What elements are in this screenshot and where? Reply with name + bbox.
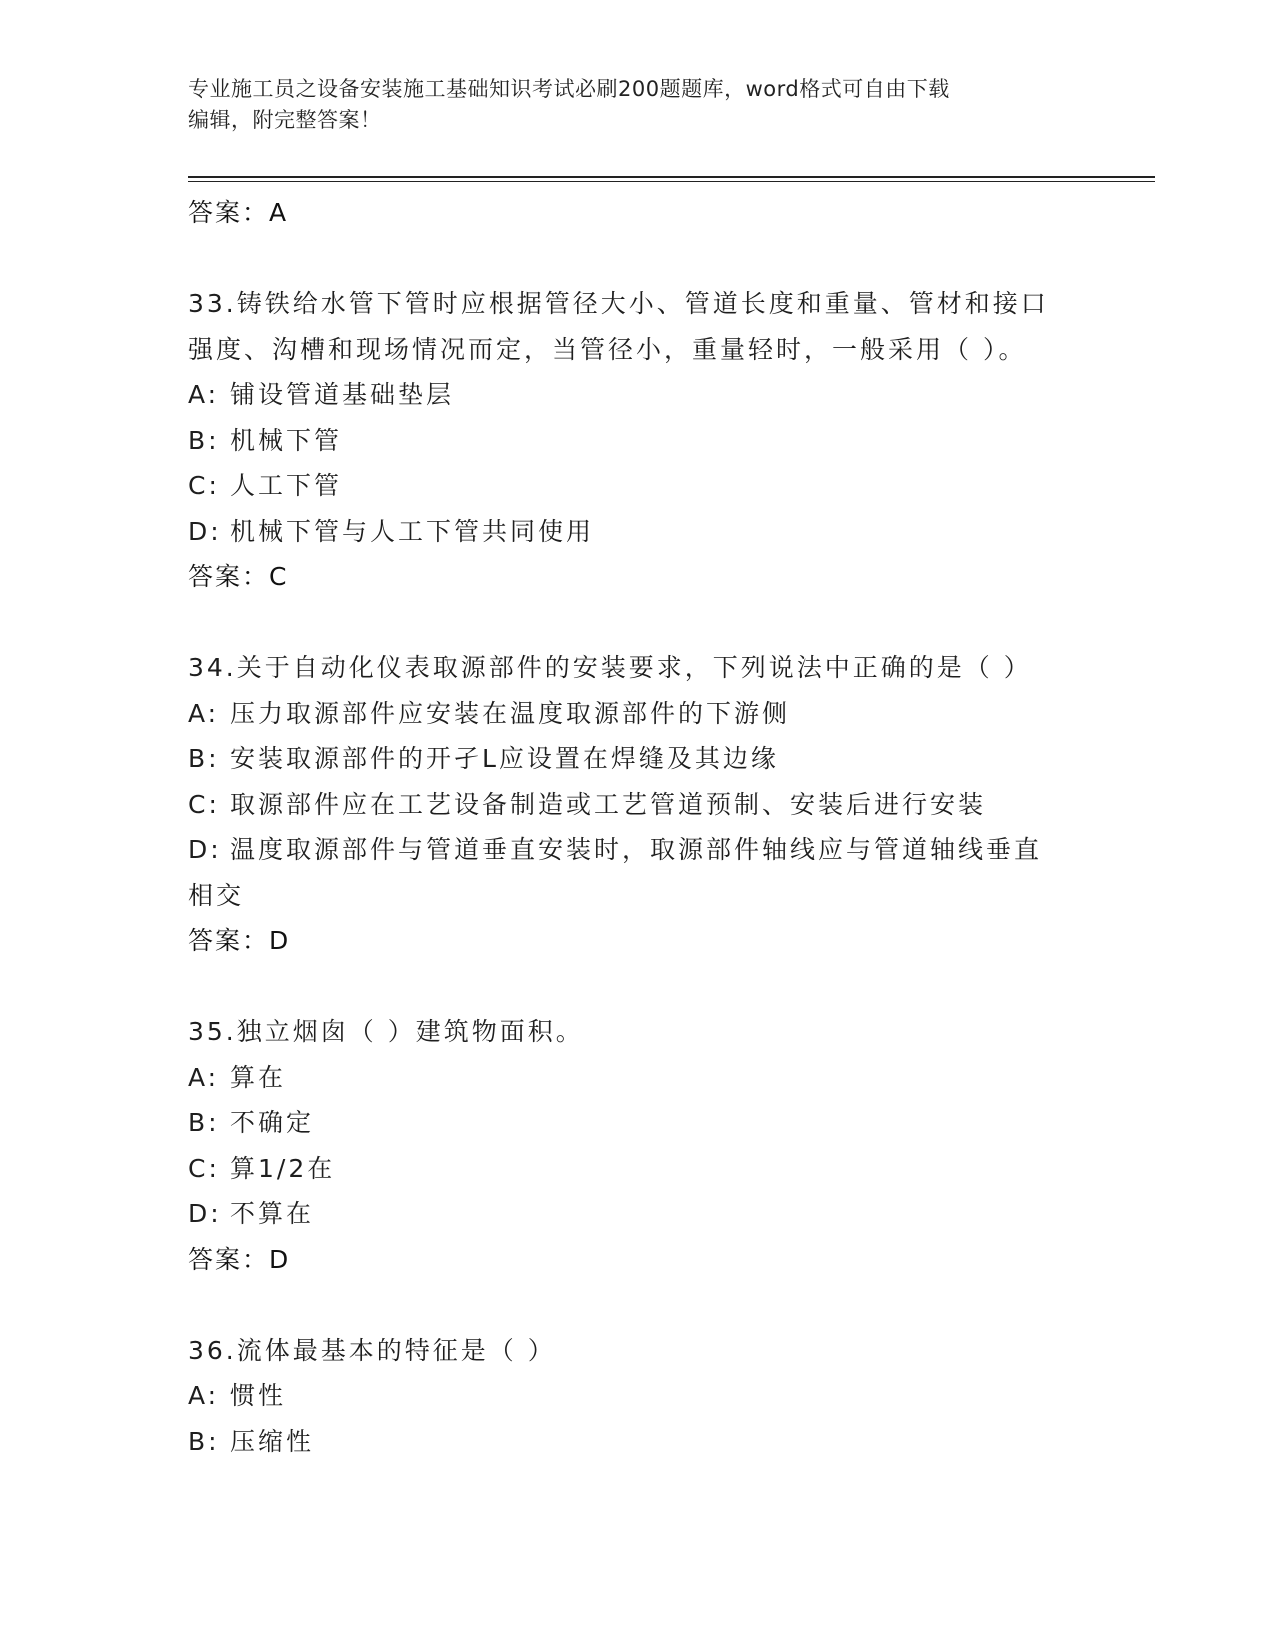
spacer xyxy=(188,1282,1088,1328)
option-label: D: xyxy=(188,516,222,546)
option-text: 算1/2在 xyxy=(230,1153,336,1183)
option-c xyxy=(188,1146,1088,1192)
option-d xyxy=(188,1191,1088,1237)
option-text: 算在 xyxy=(230,1062,287,1092)
option-text: 铺设管道基础垫层 xyxy=(230,380,455,409)
option-a xyxy=(188,691,1088,737)
option-label: B: xyxy=(188,425,220,455)
question-text: 34.关于自动化仪表取源部件的安装要求，下列说法中正确的是（ ） xyxy=(188,653,1032,682)
option-a xyxy=(188,372,1088,418)
option-b xyxy=(188,1100,1088,1146)
option-text: 温度取源部件与管道垂直安装时，取源部件轴线应与管道轴线垂直 xyxy=(230,835,1043,864)
option-label: C: xyxy=(188,1153,220,1183)
spacer xyxy=(188,964,1088,1010)
option-label: C: xyxy=(188,471,220,500)
option-label: B: xyxy=(188,1108,220,1137)
header-title-line-2: 编辑，附完整答案！ xyxy=(188,108,382,132)
header-divider xyxy=(188,176,1155,178)
option-d xyxy=(188,827,1088,873)
question-block xyxy=(188,1009,1088,1282)
option-label: C: xyxy=(188,789,220,819)
option-label: A: xyxy=(188,1062,220,1092)
option-label: D: xyxy=(188,835,222,864)
question-block xyxy=(188,281,1088,600)
option-a xyxy=(188,1055,1088,1101)
header-divider-thin xyxy=(188,181,1155,182)
header-title-line-1: 专业施工员之设备安装施工基础知识考试必刷200题题库，word格式可自由下载 xyxy=(188,77,950,101)
question-text: 35.独立烟囱（ ）建筑物面积。 xyxy=(188,1017,584,1046)
spacer xyxy=(188,236,1088,282)
option-text: 惯性 xyxy=(230,1381,287,1410)
option-label: A: xyxy=(188,1381,220,1410)
option-text: 机械下管与人工下管共同使用 xyxy=(230,516,595,546)
option-b xyxy=(188,418,1088,464)
option-text: 人工下管 xyxy=(230,471,343,500)
option-b xyxy=(188,736,1088,782)
option-a xyxy=(188,1373,1088,1419)
question-text: 33.铸铁给水管下管时应根据管径大小、管道长度和重量、管材和接口 xyxy=(188,289,1049,318)
option-text: 压力取源部件应安装在温度取源部件的下游侧 xyxy=(230,698,791,728)
option-c xyxy=(188,782,1088,828)
option-label: B: xyxy=(188,744,220,773)
option-label: A: xyxy=(188,698,220,728)
question-text: 36.流体最基本的特征是（ ） xyxy=(188,1335,556,1365)
question-block xyxy=(188,645,1088,964)
spacer xyxy=(188,600,1088,646)
option-d-continuation: 相交 xyxy=(188,880,245,910)
option-text: 不确定 xyxy=(230,1108,315,1137)
option-label: A: xyxy=(188,380,220,409)
answer-line: 答案：C xyxy=(188,562,289,591)
option-d xyxy=(188,509,1088,555)
option-text: 机械下管 xyxy=(230,425,343,455)
answer-line: 答案：A xyxy=(188,198,289,227)
option-text: 压缩性 xyxy=(230,1426,315,1456)
option-b xyxy=(188,1419,1088,1465)
page-header xyxy=(188,74,1088,136)
option-label: B: xyxy=(188,1426,220,1456)
option-text: 不算在 xyxy=(230,1199,315,1228)
option-text: 取源部件应在工艺设备制造或工艺管道预制、安装后进行安装 xyxy=(230,789,987,819)
question-content xyxy=(188,190,1088,1464)
question-text: 强度、沟槽和现场情况而定，当管径小，重量轻时，一般采用（ ）。 xyxy=(188,334,1027,364)
answer-line: 答案：D xyxy=(188,1244,291,1274)
option-label: D: xyxy=(188,1199,222,1228)
question-block xyxy=(188,1328,1088,1465)
option-text: 安装取源部件的开孑L应设置在焊缝及其边缘 xyxy=(230,744,779,773)
answer-line: 答案：D xyxy=(188,926,291,955)
option-c xyxy=(188,463,1088,509)
